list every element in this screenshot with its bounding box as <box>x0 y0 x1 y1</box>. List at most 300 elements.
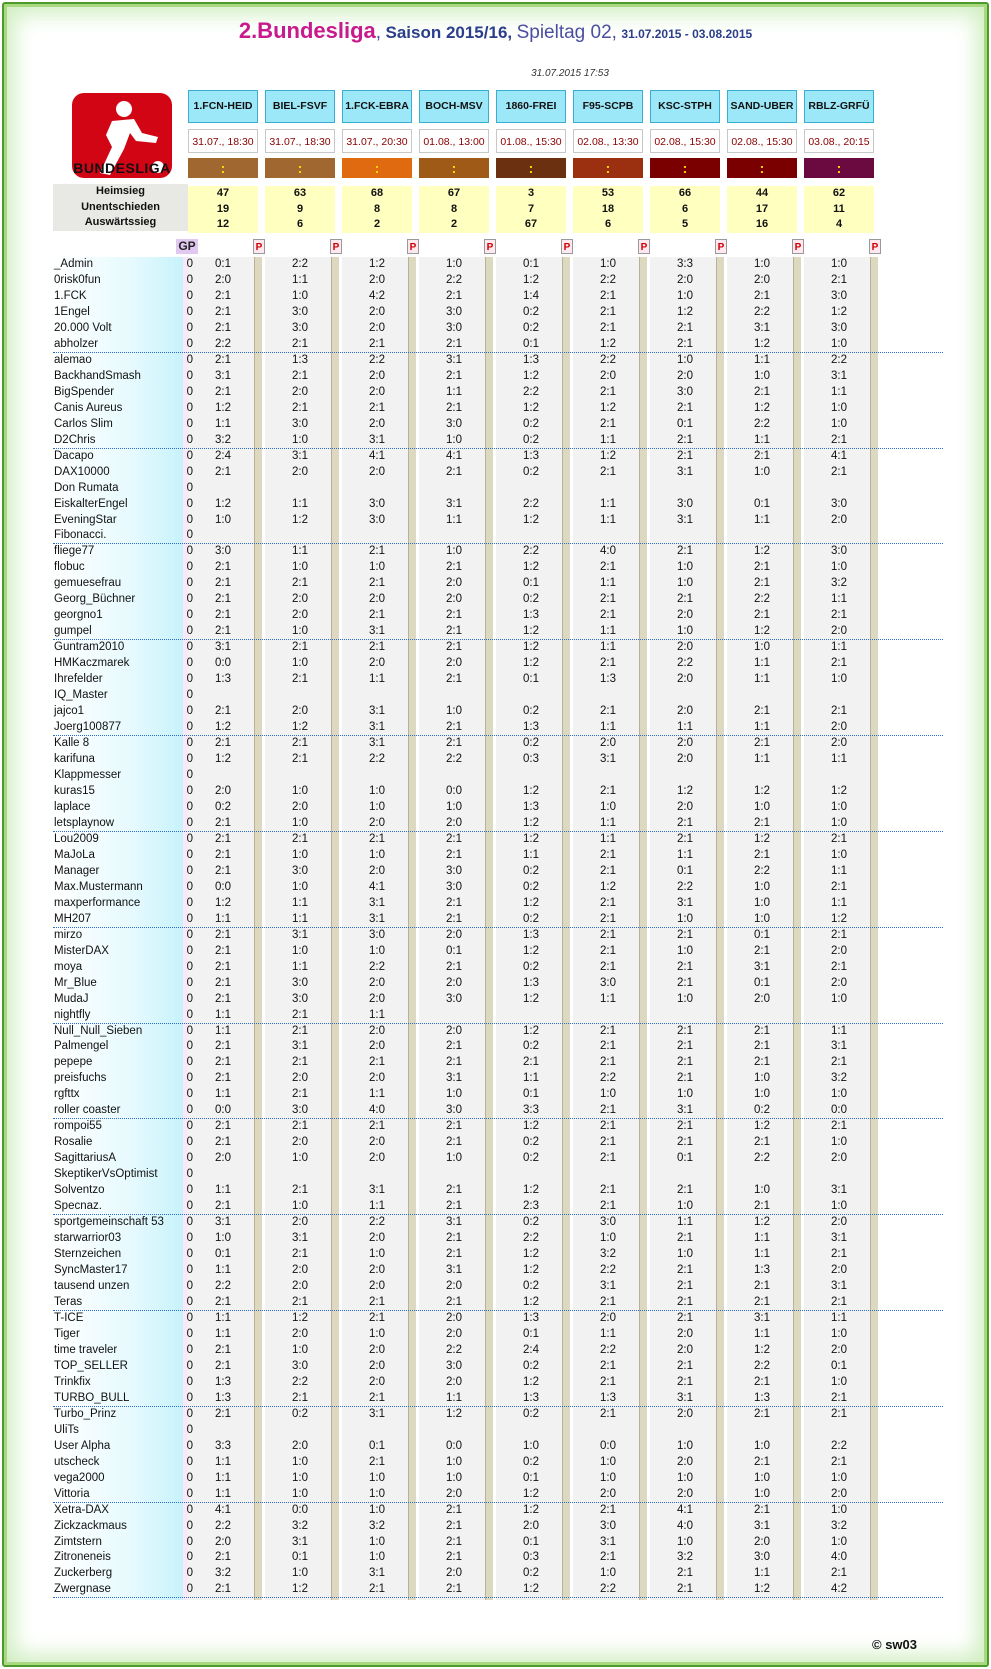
tip-cell: 2:1 <box>754 561 770 574</box>
player-name: IQ_Master <box>54 689 108 702</box>
tip-cell: 2:1 <box>446 737 462 750</box>
player-points: 0 <box>186 1264 193 1277</box>
tip-cell: 1:2 <box>523 1583 539 1596</box>
match-column <box>265 90 335 233</box>
table-row <box>53 832 943 848</box>
tip-cell: 3:0 <box>600 1519 616 1532</box>
tip-cell: 1:2 <box>292 513 308 526</box>
player-points: 0 <box>186 976 193 989</box>
tip-cell: 0:2 <box>215 800 231 813</box>
tip-cell: 3:0 <box>446 417 462 430</box>
tip-cell: 1:0 <box>369 1471 385 1484</box>
player-points: 0 <box>186 289 193 302</box>
tip-cell: 2:1 <box>677 401 693 414</box>
tip-cell: 2:1 <box>600 465 616 478</box>
tip-cell: 3:1 <box>600 753 616 766</box>
tip-cell: 1:2 <box>523 816 539 829</box>
tip-cell: 2:1 <box>446 1535 462 1548</box>
table-row <box>53 672 943 688</box>
tip-cell: 2:1 <box>215 1040 231 1053</box>
tip-cell: 2:2 <box>446 273 462 286</box>
player-points: 0 <box>186 1295 193 1308</box>
draw-count: 8 <box>450 202 458 215</box>
tip-cell: 1:1 <box>600 992 616 1005</box>
tip-cell: 0:1 <box>677 417 693 430</box>
player-points: 0 <box>186 577 193 590</box>
player-points: 0 <box>186 1583 193 1596</box>
tip-cell: 1:0 <box>677 625 693 638</box>
tip-cell: 2:2 <box>523 497 539 510</box>
tip-cell: 2:1 <box>215 1407 231 1420</box>
tip-cell: 2:0 <box>369 816 385 829</box>
tip-cell: 2:1 <box>292 1248 308 1261</box>
stat-labels <box>53 184 188 231</box>
tip-cell: 2:1 <box>831 1391 847 1404</box>
table-row <box>53 1327 943 1343</box>
player-name: Zuckerberg <box>54 1567 113 1580</box>
tip-cell: 1:0 <box>677 1439 693 1452</box>
tip-cell: 1:2 <box>523 369 539 382</box>
player-name: time traveler <box>54 1343 118 1356</box>
tip-cell: 1:0 <box>677 561 693 574</box>
tip-cell: 1:0 <box>831 401 847 414</box>
tip-cell: 1:1 <box>523 848 539 861</box>
table-row <box>53 640 943 656</box>
player-name: kuras15 <box>54 784 95 797</box>
tip-cell: 1:1 <box>600 832 616 845</box>
tip-cell: 1:1 <box>754 513 770 526</box>
tip-cell: 2:1 <box>754 1040 770 1053</box>
tip-cell: 2:1 <box>600 928 616 941</box>
points-button[interactable]: P <box>484 239 496 254</box>
table-row <box>53 1407 943 1423</box>
match-code[interactable]: 1.FCK-EBRA <box>342 90 412 123</box>
player-name: Tiger <box>54 1327 80 1340</box>
tip-cell: 2:0 <box>369 1136 385 1149</box>
points-button[interactable]: P <box>253 239 265 254</box>
tip-cell: 1:2 <box>754 1216 770 1229</box>
tip-cell: 2:2 <box>215 1280 231 1292</box>
tip-cell: 1:3 <box>215 1391 231 1404</box>
player-points: 0 <box>186 353 193 366</box>
player-name: MaJoLa <box>54 848 95 861</box>
tip-cell: 2:1 <box>369 401 385 414</box>
table-row <box>53 1375 943 1391</box>
tip-cell: 2:1 <box>600 1200 616 1213</box>
player-points: 0 <box>186 545 193 558</box>
tip-cell: 1:2 <box>754 1583 770 1596</box>
tip-cell: 3:0 <box>446 1104 462 1117</box>
tip-cell: 1:0 <box>292 1200 308 1213</box>
tip-cell: 2:1 <box>677 1375 693 1388</box>
tip-cell: 2:0 <box>677 1487 693 1500</box>
player-name: Kalle 8 <box>54 737 90 750</box>
tip-cell: 2:1 <box>831 832 847 845</box>
tip-cell: 3:2 <box>215 433 231 446</box>
player-name: User Alpha <box>54 1439 111 1452</box>
player-points: 0 <box>186 449 193 462</box>
tip-cell: 2:0 <box>831 625 847 638</box>
player-name: 0risk0fun <box>54 273 101 286</box>
tip-cell: 0:1 <box>523 1327 539 1340</box>
player-points: 0 <box>186 1200 193 1213</box>
player-points: 0 <box>186 880 193 893</box>
tip-cell: 1:2 <box>215 497 231 510</box>
away-win-count: 6 <box>604 218 612 231</box>
tip-cell: 2:0 <box>369 1024 385 1037</box>
player-name: rgfttx <box>54 1088 80 1101</box>
tip-cell: 2:0 <box>369 1232 385 1245</box>
tip-cell: 2:1 <box>215 944 231 957</box>
tip-cell: 1:0 <box>369 1248 385 1261</box>
tip-cell: 2:0 <box>292 1264 308 1277</box>
player-name: Carlos Slim <box>54 417 113 430</box>
player-name: MudaJ <box>54 992 89 1005</box>
tip-cell: 1:1 <box>754 1248 770 1261</box>
points-button[interactable]: P <box>330 239 342 254</box>
tip-cell: 0:2 <box>523 864 539 877</box>
tip-cell: 1:1 <box>831 385 847 398</box>
tip-cell: 1:3 <box>215 673 231 686</box>
tip-cell: 1:1 <box>215 1008 231 1021</box>
tip-cell: 2:0 <box>831 976 847 989</box>
table-row <box>53 992 943 1008</box>
tip-cell: 0:1 <box>523 577 539 590</box>
tip-cell: 0:2 <box>523 1136 539 1149</box>
tip-cell: 1:0 <box>292 561 308 574</box>
draw-count: 8 <box>373 202 381 215</box>
player-points: 0 <box>186 912 193 925</box>
match-code[interactable]: BOCH-MSV <box>419 90 489 123</box>
tip-cell: 2:2 <box>754 1359 770 1372</box>
tip-cell: 2:0 <box>369 305 385 318</box>
away-win-count: 12 <box>216 218 230 231</box>
tip-cell: 2:1 <box>215 1200 231 1213</box>
tip-cell: 1:0 <box>831 417 847 430</box>
table-row <box>53 1135 943 1151</box>
season-label: Saison 2015/16, <box>385 23 513 42</box>
player-points: 0 <box>186 1343 193 1356</box>
tip-cell: 1:2 <box>292 1583 308 1596</box>
tip-cell: 2:2 <box>600 353 616 366</box>
tip-cell: 2:1 <box>754 1455 770 1468</box>
tip-cell: 1:0 <box>369 848 385 861</box>
match-code[interactable]: 1860-FREI <box>496 90 566 123</box>
player-points: 0 <box>186 609 193 622</box>
tip-cell: 1:2 <box>523 273 539 286</box>
tip-cell: 3:0 <box>446 305 462 318</box>
tip-cell: 1:0 <box>831 1375 847 1388</box>
table-row <box>53 768 943 784</box>
match-stats <box>419 186 489 233</box>
table-row <box>53 433 943 449</box>
player-points: 0 <box>186 1455 193 1468</box>
table-row <box>53 1295 943 1311</box>
tip-cell: 1:0 <box>677 1200 693 1213</box>
tip-cell: 2:0 <box>369 1280 385 1292</box>
tip-cell: 1:1 <box>754 433 770 446</box>
tip-cell: 3:2 <box>831 1519 847 1532</box>
tip-cell: 1:3 <box>523 1311 539 1324</box>
tip-cell: 3:1 <box>677 1104 693 1117</box>
table-row <box>53 528 943 544</box>
tip-cell: 3:0 <box>677 385 693 398</box>
match-score: : <box>342 158 412 178</box>
player-points: 0 <box>186 369 193 382</box>
tip-cell: 1:0 <box>677 1088 693 1101</box>
tip-cell: 2:1 <box>446 625 462 638</box>
table-row <box>53 1566 943 1582</box>
table-row <box>53 1550 943 1566</box>
player-name: rompoi55 <box>54 1120 102 1133</box>
match-score: : <box>727 158 797 178</box>
tip-cell: 1:2 <box>523 944 539 957</box>
tip-cell: 2:1 <box>446 609 462 622</box>
tip-cell: 1:1 <box>446 513 462 526</box>
tip-cell: 2:1 <box>600 705 616 718</box>
player-name: sportgemeinschaft 53 <box>54 1216 164 1229</box>
player-name: Guntram2010 <box>54 641 125 654</box>
table-row <box>53 960 943 976</box>
match-code[interactable]: KSC-STPH <box>650 90 720 123</box>
tip-cell: 2:1 <box>677 1311 693 1324</box>
tip-cell: 2:0 <box>292 1280 308 1292</box>
tip-cell: 2:0 <box>523 1519 539 1532</box>
tip-cell: 1:0 <box>600 1088 616 1101</box>
tip-cell: 0:1 <box>523 1088 539 1101</box>
tip-cell: 2:2 <box>754 864 770 877</box>
tip-cell: 1:0 <box>677 1535 693 1548</box>
points-button[interactable]: P <box>715 239 727 254</box>
player-points: 0 <box>186 737 193 750</box>
points-button[interactable]: P <box>638 239 650 254</box>
tip-cell: 1:0 <box>369 800 385 813</box>
tip-cell: 2:0 <box>369 992 385 1005</box>
tip-cell: 1:0 <box>677 353 693 366</box>
tip-cell: 1:0 <box>369 944 385 957</box>
tip-cell: 2:1 <box>600 321 616 334</box>
tip-cell: 2:1 <box>446 1184 462 1197</box>
table-row <box>53 1343 943 1359</box>
tip-cell: 2:1 <box>754 385 770 398</box>
tip-cell: 0:2 <box>523 960 539 973</box>
tip-cell: 2:2 <box>369 353 385 366</box>
tip-cell: 2:2 <box>831 353 847 366</box>
tip-cell: 0:2 <box>523 321 539 334</box>
match-code[interactable]: 1.FCN-HEID <box>188 90 258 123</box>
player-name: Mr_Blue <box>54 976 97 989</box>
home-win-count: 67 <box>447 187 461 199</box>
tip-cell: 4:1 <box>215 1503 231 1516</box>
tip-cell: 0:1 <box>215 1248 231 1261</box>
tip-cell: 1:1 <box>369 673 385 686</box>
tip-cell: 3:0 <box>446 864 462 877</box>
tip-cell: 1:0 <box>831 816 847 829</box>
tip-cell: 2:3 <box>523 1200 539 1213</box>
table-row <box>53 449 943 465</box>
tip-cell: 2:2 <box>831 1439 847 1452</box>
match-column <box>188 90 258 233</box>
tip-cell: 1:2 <box>831 305 847 318</box>
tip-cell: 2:1 <box>677 1056 693 1069</box>
tip-cell: 2:1 <box>677 545 693 558</box>
player-name: TOP_SELLER <box>54 1359 128 1372</box>
tip-cell: 2:0 <box>754 273 770 286</box>
tip-cell: 3:0 <box>292 305 308 318</box>
tip-cell: 2:1 <box>446 1056 462 1069</box>
tip-cell: 1:0 <box>369 1503 385 1516</box>
tip-cell: 2:0 <box>369 1375 385 1388</box>
tip-cell: 3:3 <box>677 258 693 270</box>
tip-cell: 1:2 <box>754 1343 770 1356</box>
home-win-count: 47 <box>216 187 230 199</box>
tip-cell: 4:0 <box>600 545 616 558</box>
tip-cell: 2:0 <box>292 800 308 813</box>
points-button[interactable]: P <box>561 239 573 254</box>
tip-cell: 1:1 <box>754 1327 770 1340</box>
player-name: karifuna <box>54 753 95 766</box>
tip-cell: 1:0 <box>754 258 770 270</box>
tip-cell: 2:0 <box>446 1280 462 1292</box>
player-name: UliTs <box>54 1423 79 1436</box>
match-code[interactable]: BIEL-FSVF <box>265 90 335 123</box>
tip-cell: 2:1 <box>446 465 462 478</box>
tip-cell: 2:1 <box>215 1136 231 1149</box>
tip-cell: 1:1 <box>754 753 770 766</box>
table-row <box>53 1519 943 1535</box>
player-points: 0 <box>186 1136 193 1149</box>
away-win-count: 2 <box>450 218 458 231</box>
table-row <box>53 752 943 768</box>
tip-cell: 0:1 <box>369 1439 385 1452</box>
points-button[interactable]: P <box>407 239 419 254</box>
tip-cell: 2:1 <box>215 305 231 318</box>
player-name: Joerg100877 <box>54 721 122 734</box>
tip-cell: 2:1 <box>600 1104 616 1117</box>
player-points: 0 <box>186 1120 193 1133</box>
tip-cell: 1:1 <box>600 641 616 654</box>
match-stats <box>804 186 874 233</box>
table-row <box>53 369 943 385</box>
tip-cell: 2:1 <box>215 1583 231 1596</box>
match-code[interactable]: F95-SCPB <box>573 90 643 123</box>
tip-cell: 1:1 <box>292 273 308 286</box>
player-points: 0 <box>186 1375 193 1388</box>
tip-cell: 2:1 <box>215 1072 231 1085</box>
tip-cell: 2:1 <box>446 289 462 302</box>
tip-cell: 2:0 <box>831 1152 847 1165</box>
tip-cell: 2:2 <box>523 545 539 558</box>
player-name: Georg_Büchner <box>54 593 136 606</box>
tip-cell: 1:0 <box>754 1072 770 1085</box>
tip-cell: 2:1 <box>600 784 616 797</box>
tip-cell: 1:2 <box>677 305 693 318</box>
tip-cell: 2:2 <box>677 880 693 893</box>
player-name: laplace <box>54 800 91 813</box>
tip-cell: 2:1 <box>754 1407 770 1420</box>
tip-cell: 2:1 <box>754 705 770 718</box>
tip-cell: 1:0 <box>754 1487 770 1500</box>
tip-cell: 1:0 <box>292 1487 308 1500</box>
tip-cell: 2:1 <box>292 1184 308 1197</box>
tip-cell: 1:1 <box>215 1471 231 1484</box>
tip-cell: 4:2 <box>831 1583 847 1596</box>
match-code[interactable]: RBLZ-GRFÜ <box>804 90 874 123</box>
tip-cell: 1:0 <box>831 1471 847 1484</box>
tip-cell: 2:2 <box>600 1583 616 1596</box>
tip-cell: 2:2 <box>292 258 308 270</box>
points-button[interactable]: P <box>869 239 881 254</box>
tip-cell: 2:1 <box>600 385 616 398</box>
tip-cell: 2:1 <box>215 960 231 973</box>
match-date: 02.08., 15:30 <box>650 129 720 153</box>
tip-cell: 1:2 <box>523 1375 539 1388</box>
tip-cell: 3:0 <box>292 321 308 334</box>
tip-cell: 2:0 <box>292 1072 308 1085</box>
table-row <box>53 1311 943 1327</box>
tip-cell: 3:1 <box>831 369 847 382</box>
tip-cell: 1:2 <box>215 721 231 734</box>
player-name: pepepe <box>54 1056 93 1069</box>
tip-cell: 1:2 <box>523 513 539 526</box>
tip-cell: 2:1 <box>600 1184 616 1197</box>
draw-count: 11 <box>833 202 845 215</box>
tip-cell: 1:1 <box>831 1311 847 1324</box>
tip-cell: 1:1 <box>600 816 616 829</box>
table-row <box>53 273 943 289</box>
player-points: 0 <box>186 1391 193 1404</box>
player-points: 0 <box>186 1519 193 1532</box>
tip-cell: 2:1 <box>831 609 847 622</box>
tip-cell: 2:1 <box>369 1391 385 1404</box>
tip-cell: 1:0 <box>292 1343 308 1356</box>
tip-cell: 1:0 <box>446 545 462 558</box>
tip-cell: 2:1 <box>215 577 231 590</box>
tip-cell: 2:1 <box>215 816 231 829</box>
tip-cell: 2:0 <box>446 657 462 670</box>
tip-cell: 3:2 <box>600 1248 616 1261</box>
tip-cell: 1:3 <box>754 1264 770 1277</box>
tip-cell: 1:1 <box>523 1072 539 1085</box>
player-name: EiskalterEngel <box>54 497 128 510</box>
match-code[interactable]: SAND-UBER <box>727 90 797 123</box>
player-points: 0 <box>186 784 193 797</box>
player-points: 0 <box>186 1088 193 1101</box>
tip-cell: 1:0 <box>292 289 308 302</box>
tip-cell: 2:1 <box>677 433 693 446</box>
tip-cell: 3:1 <box>831 1184 847 1197</box>
tip-cell: 4:0 <box>831 1551 847 1564</box>
tip-cell: 0:2 <box>523 1359 539 1372</box>
player-points: 0 <box>186 753 193 766</box>
player-name: Fibonacci. <box>54 529 107 542</box>
points-button[interactable]: P <box>792 239 804 254</box>
tip-cell: 1:3 <box>523 609 539 622</box>
player-points: 0 <box>186 593 193 606</box>
tip-cell: 3:0 <box>446 1359 462 1372</box>
tip-cell: 1:2 <box>292 721 308 734</box>
tip-cell: 0:2 <box>523 1455 539 1468</box>
tip-cell: 2:1 <box>215 353 231 366</box>
player-name: georgno1 <box>54 609 103 622</box>
player-name: _Admin <box>54 258 93 270</box>
table-row <box>53 1215 943 1231</box>
player-name: Don Rumata <box>54 481 119 494</box>
player-points: 0 <box>186 433 193 446</box>
tip-cell: 2:1 <box>215 928 231 941</box>
tip-cell: 0:1 <box>677 864 693 877</box>
tip-cell: 1:3 <box>600 1391 616 1404</box>
